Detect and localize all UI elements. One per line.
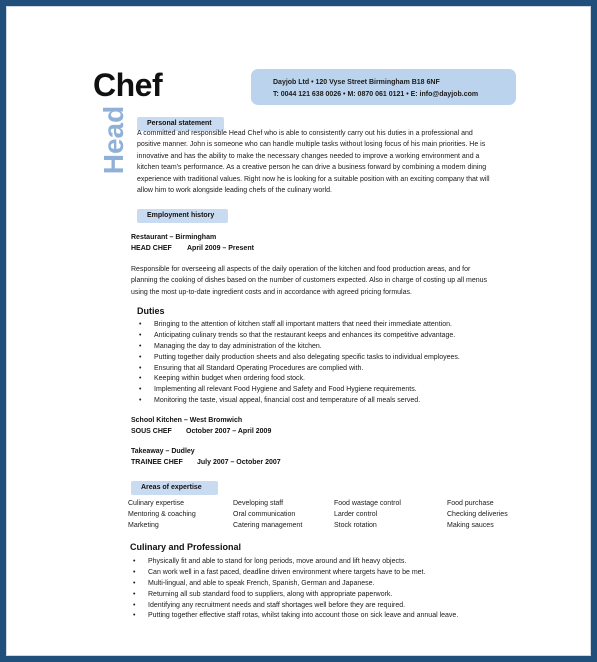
job1-role: HEAD CHEF xyxy=(131,245,172,252)
list-item: • Ensuring that all Standard Operating Procedures are complied with. xyxy=(137,364,460,375)
list-item: • Bringing to the attention of kitchen staff all important matters that need their immediate attention. xyxy=(137,320,460,331)
text-line: allow him to work alongside leading chefs of the culinary world. xyxy=(137,187,332,195)
job2-role: SOUS CHEF xyxy=(131,428,172,435)
section-label-employment-history: Employment history xyxy=(137,209,228,223)
text-line: A committed and responsible Head Chef who is able to consistently carry out his duties in a professional and xyxy=(137,130,473,137)
job1-dates: April 2009 – Present xyxy=(187,245,254,252)
job3-role: TRAINEE CHEF xyxy=(131,459,183,466)
job3-dates: July 2007 – October 2007 xyxy=(197,459,281,466)
culinary-professional-heading: Culinary and Professional xyxy=(130,542,242,552)
list-item: • Putting together effective staff rotas, whilst taking into account those on sick leave and annual leave. xyxy=(131,611,458,622)
document-page xyxy=(6,6,591,656)
text-line: innovative and has the ability to make the necessary changes needed to improve a working environment and a xyxy=(137,152,480,160)
skill-item: Food purchase xyxy=(447,500,494,507)
skill-item: Culinary expertise xyxy=(128,500,185,507)
text-line: Responsible for overseeing all aspects of the daily operation of the kitchen and food production areas, and for xyxy=(131,266,471,273)
job2-employer: School Kitchen – West Bromwich xyxy=(131,417,243,424)
duties-heading: Duties xyxy=(137,306,165,316)
list-item: • Multi-lingual, and able to speak French, Spanish, German and Japanese. xyxy=(131,579,458,590)
skill-item: Larder control xyxy=(334,511,378,518)
section-label-personal-statement: Personal statement xyxy=(137,117,224,131)
list-item: • Monitoring the taste, visual appeal, financial cost and temperature of all meals served. xyxy=(137,396,460,407)
contact-phone-email: T: 0044 121 638 0026 • M: 0870 061 0121 • E: info@dayjob.com xyxy=(273,91,479,98)
title-head-vertical: Head xyxy=(98,105,129,175)
skill-item: Food wastage control xyxy=(334,500,401,507)
job2-dates: October 2007 – April 2009 xyxy=(186,428,272,435)
job1-employer: Restaurant – Birmingham xyxy=(131,234,217,241)
duties-list xyxy=(137,320,460,407)
list-item: • Physically fit and able to stand for long periods, move around and lift heavy objects. xyxy=(131,557,458,568)
job1-description xyxy=(131,264,516,298)
skill-item: Stock rotation xyxy=(334,522,377,529)
list-item: • Keeping within budget when ordering food stock. xyxy=(137,374,460,385)
list-item: • Returning all sub standard food to suppliers, along with appropriate paperwork. xyxy=(131,590,458,601)
title-chef: Chef xyxy=(93,67,163,103)
skill-item: Making sauces xyxy=(447,522,494,529)
list-item: • Managing the day to day administration of the kitchen. xyxy=(137,342,460,353)
list-item: • Anticipating culinary trends so that the restaurant keeps and enhances its competitive advantage. xyxy=(137,331,460,342)
job3-employer: Takeaway – Dudley xyxy=(131,448,195,455)
skill-item: Oral communication xyxy=(233,511,296,518)
personal-statement-text xyxy=(137,128,512,196)
skill-item: Developing staff xyxy=(233,500,284,507)
text-line: positive manner. John is someone who can handle multiple tasks without losing focus of his main priorities. He is xyxy=(137,141,486,149)
skill-item: Marketing xyxy=(128,522,159,529)
text-line: kitchen team's performance. As a creative person he can drive a business forward by combining a modern dining xyxy=(137,164,487,172)
contact-box xyxy=(251,69,516,105)
list-item: • Identifying any recruitment needs and staff shortages well before they are required. xyxy=(131,601,458,612)
skill-item: Mentoring & coaching xyxy=(128,511,196,518)
list-item: • Can work well in a fast paced, deadline driven environment where targets have to be met. xyxy=(131,568,458,579)
text-line: planning the cooking of dishes based on the number of customers expected. Also in charge of costing up all menus xyxy=(131,277,488,285)
contact-address: Dayjob Ltd • 120 Vyse Street Birmingham B18 6NF xyxy=(273,79,440,86)
culinary-professional-list xyxy=(131,557,458,622)
skill-item: Catering management xyxy=(233,522,303,529)
text-line: experience with traditional values. Right now he is looking for a suitable position with an exciting company that will xyxy=(137,175,490,183)
section-label-areas-of-expertise: Areas of expertise xyxy=(131,481,218,495)
list-item: • Implementing all relevant Food Hygiene and Safety and Food Hygiene requirements. xyxy=(137,385,460,396)
list-item: • Putting together daily production sheets and also delegating specific tasks to individual employees. xyxy=(137,353,460,364)
text-line: using the most up-to-date ingredient costs and in accordance with agreed pricing formulas. xyxy=(131,288,412,296)
skill-item: Checking deliveries xyxy=(447,511,508,518)
